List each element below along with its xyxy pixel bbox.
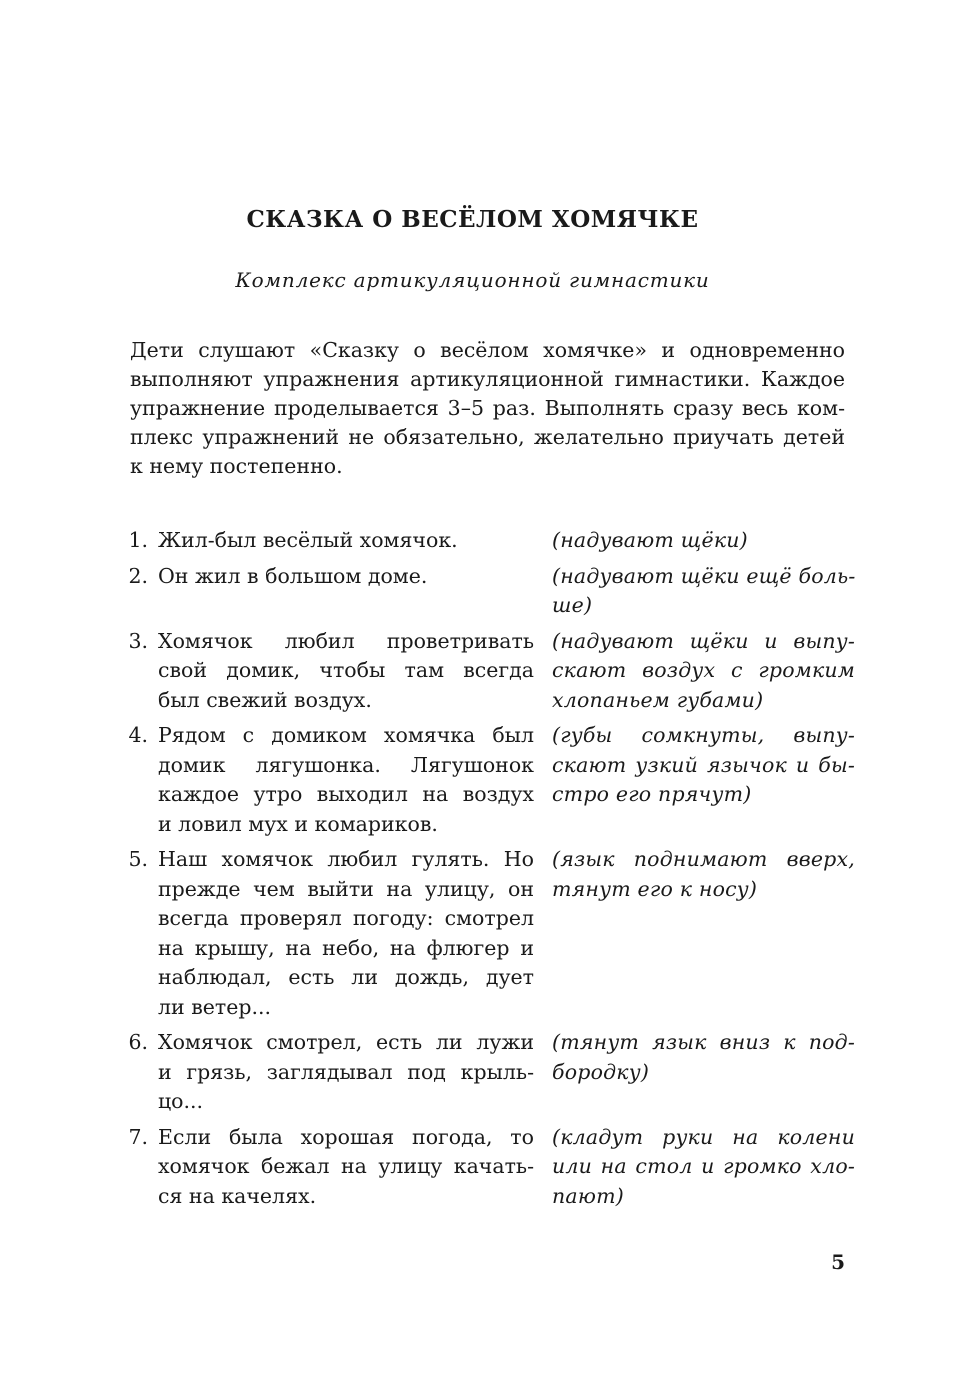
exercise-action-line: (надувают щёки) (552, 528, 748, 552)
exercise-action (552, 562, 855, 621)
exercise-item (100, 562, 856, 621)
exercise-text-line: ли ветер... (158, 994, 272, 1019)
exercise-action (552, 1028, 855, 1087)
exercise-number: 5. (128, 847, 148, 871)
exercise-text-line: хомячок бежал на улицу качать- (158, 1154, 534, 1178)
exercise-action-line: (надувают щёки и выпу- (552, 628, 855, 653)
exercise-text-line: Наш хомячок любил гулять. Но (158, 847, 534, 871)
exercise-number: 7. (128, 1124, 148, 1149)
intro-line: упражнение проделывается 3–5 раз. Выполнять сразу весь ком- (130, 396, 845, 420)
exercise-item (100, 1028, 855, 1117)
exercise-text (158, 526, 534, 556)
exercise-number: 4. (128, 723, 148, 747)
exercise-text (158, 721, 534, 839)
exercise-action-line: (кладут руки на колени (552, 1124, 855, 1149)
exercise-text-line: всегда проверял погоду: смотрел (158, 906, 534, 930)
book-page (100, 0, 856, 1376)
exercise-action-line: пают) (552, 1183, 624, 1208)
exercise-text-line: наблюдал, есть ли дождь, дует (158, 965, 534, 989)
exercise-text-line: Если была хорошая погода, то (158, 1124, 534, 1149)
exercise-text-line: и ловил мух и комариков. (158, 811, 438, 836)
exercise-text-line: Он жил в большом доме. (158, 563, 428, 588)
exercise-text (158, 1123, 534, 1212)
intro-line: Дети слушают «Сказку о весёлом хомячке» и одновременно (130, 338, 845, 362)
exercise-action-line: (тянут язык вниз к под- (552, 1030, 855, 1054)
exercise-item (100, 1123, 855, 1212)
exercise-action-line: тянут его к носу) (552, 876, 758, 901)
exercise-action (552, 845, 855, 904)
exercise-action-line: скают узкий язычок и бы- (552, 752, 855, 777)
exercise-text-line: Рядом с домиком хомячка был (158, 723, 534, 747)
exercise-action (552, 1123, 855, 1212)
exercise-action-line: (губы сомкнуты, выпу- (552, 723, 855, 747)
exercise-text-line: домик лягушонка. Лягушонок (158, 752, 534, 777)
exercise-item (100, 627, 855, 716)
exercise-number: 2. (128, 563, 148, 588)
intro-paragraph (100, 336, 845, 481)
exercise-action-line: стро его прячут) (552, 782, 752, 806)
page-number: 5 (831, 1250, 845, 1274)
exercise-action-line: бородку) (552, 1059, 650, 1084)
exercise-number: 1. (128, 528, 148, 552)
exercise-text-line: на крышу, на небо, на флюгер и (158, 935, 534, 960)
exercise-text-line: свой домик, чтобы там всегда (158, 658, 534, 682)
exercise-item (100, 845, 855, 1022)
exercise-action (552, 526, 855, 556)
exercise-number: 3. (128, 628, 148, 653)
exercise-text (158, 562, 534, 592)
exercise-action-line: хлопаньем губами) (552, 687, 764, 712)
intro-line: выполняют упражнения артикуляционной гимнастики. Каждое (130, 367, 845, 391)
exercise-action-line: ше) (552, 593, 593, 617)
exercise-text-line: Хомячок смотрел, есть ли лужи (158, 1030, 534, 1054)
exercise-text-line: ся на качелях. (158, 1183, 317, 1208)
page-subtitle: Комплекс артикуляционной гимнастики (235, 268, 710, 292)
exercise-text-line: был свежий воздух. (158, 687, 372, 712)
page-title: СКАЗКА О ВЕСЁЛОМ ХОМЯЧКЕ (246, 206, 699, 233)
exercise-list (100, 526, 856, 1217)
exercise-item (100, 526, 845, 556)
exercise-action-line: скают воздух с громким (552, 658, 855, 682)
exercise-text (158, 1028, 534, 1117)
exercise-action-line: (надувают щёки ещё боль- (552, 563, 856, 588)
exercise-text-line: цо... (158, 1089, 204, 1113)
intro-line: плекс упражнений не обязательно, желательно приучать детей (130, 425, 845, 449)
exercise-item (100, 721, 855, 839)
exercise-text-line: каждое утро выходил на воздух (158, 782, 534, 806)
exercise-text (158, 845, 534, 1022)
exercise-text-line: Хомячок любил проветривать (158, 628, 534, 653)
exercise-text-line: Жил-был весёлый хомячок. (158, 528, 458, 552)
exercise-text (158, 627, 534, 716)
exercise-action-line: или на стол и громко хло- (552, 1154, 855, 1178)
exercise-number: 6. (128, 1030, 148, 1054)
intro-line: к нему постепенно. (130, 454, 343, 478)
exercise-text-line: и грязь, заглядывал под крыль- (158, 1059, 534, 1084)
exercise-action-line: (язык поднимают вверх, (552, 847, 855, 871)
exercise-action (552, 627, 855, 716)
exercise-text-line: прежде чем выйти на улицу, он (158, 876, 534, 901)
exercise-action (552, 721, 855, 810)
